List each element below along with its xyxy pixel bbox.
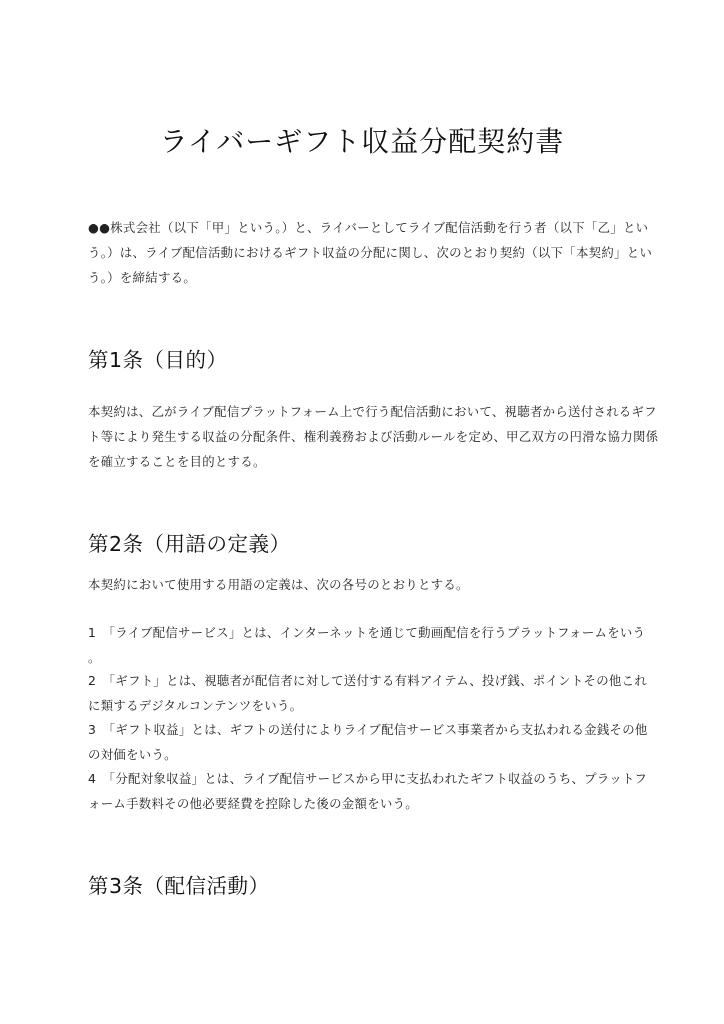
article-heading: 第1条（目的） (88, 348, 228, 372)
article-heading: 第3条（配信活動） (88, 874, 270, 898)
definition-line: 3 「ギフト収益」とは、ギフトの送付によりライブ配信サービス事業者から支払われる金銭その他 (88, 722, 648, 737)
definition-line: 2 「ギフト」とは、視聴者が配信者に対して送付する有料アイテム、投げ銭、ポイントその他これ (88, 673, 648, 688)
definition-line: の対価をいう。 (88, 747, 177, 762)
article-line: 本契約は、乙がライブ配信プラットフォーム上で行う配信活動において、視聴者から送付されるギフ (88, 404, 657, 419)
definition-line: に類するデジタルコンテンツをいう。 (88, 698, 303, 713)
document-title: ライバーギフト収益分配契約書 (159, 125, 565, 158)
definition-line: 4 「分配対象収益」とは、ライブ配信サービスから甲に支払われたギフト収益のうち、プラットフ (88, 771, 648, 786)
definition-line: 1 「ライブ配信サービス」とは、インターネットを通じて動画配信を行うプラットフォームをいう (88, 625, 646, 640)
preamble-line: ●●株式会社（以下「甲」という。）と、ライバーとしてライブ配信活動を行う者（以下「乙」とい (88, 220, 649, 235)
article-heading: 第2条（用語の定義） (88, 532, 291, 556)
definition-line: ォーム手数料その他必要経費を控除した後の金額をいう。 (88, 796, 418, 811)
article-line: ト等により発生する収益の分配条件、権利義務および活動ルールを定め、甲乙双方の円滑な協力関係 (88, 429, 659, 444)
article-intro: 本契約において使用する用語の定義は、次の各号のとおりとする。 (88, 577, 469, 592)
preamble-line: う。）は、ライブ配信活動におけるギフト収益の分配に関し、次のとおり契約（以下「本契約」とい (88, 245, 653, 260)
definition-line: 。 (88, 650, 101, 665)
article-line: を確立することを目的とする。 (88, 454, 266, 469)
preamble-line: う。）を締結する。 (88, 270, 197, 285)
